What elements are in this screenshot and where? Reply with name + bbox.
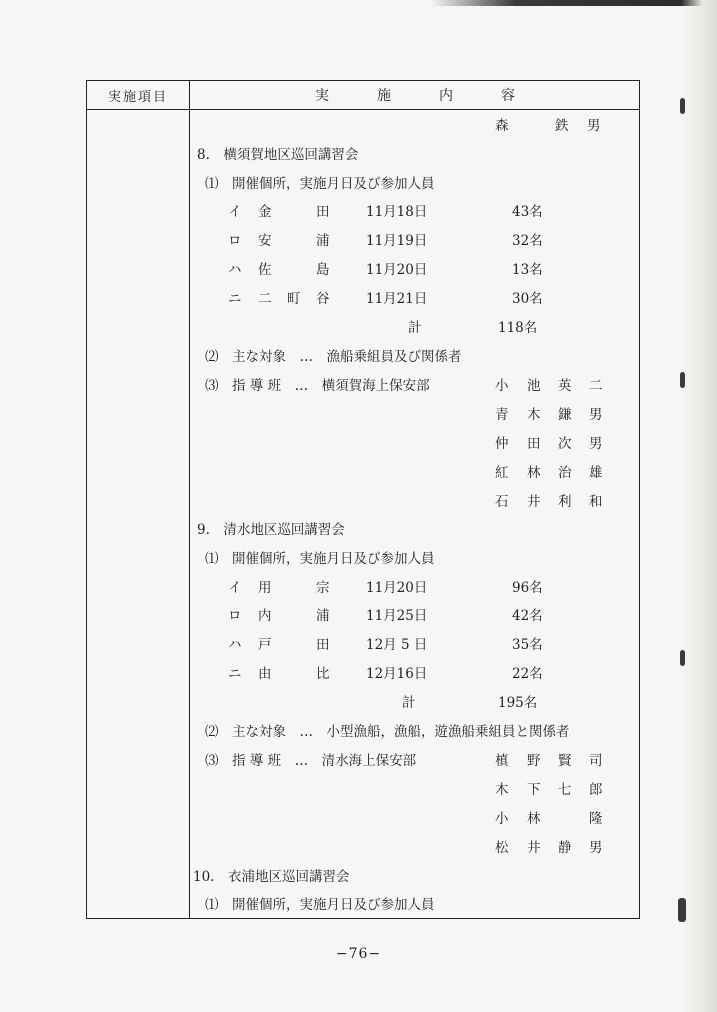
- binder-hole: [680, 650, 685, 666]
- header-char: 施: [377, 88, 391, 104]
- section-title: 10. 衣浦地区巡回講習会: [193, 869, 350, 885]
- subheading-instructors: ⑶ 指 導 班 … 清水海上保安部: [205, 753, 417, 769]
- header-content-column: [190, 81, 640, 109]
- section-title: 8. 横須賀地区巡回講習会: [197, 147, 359, 163]
- header-item-column: 実施項目: [107, 89, 168, 105]
- header-char: 実: [315, 88, 329, 104]
- scan-shadow-right: [681, 0, 717, 1012]
- subheading-target: ⑵ 主な対象 … 漁船乗組員及び関係者: [205, 349, 462, 365]
- section-title: 9. 清水地区巡回講習会: [197, 522, 345, 538]
- subheading-venues: ⑴ 開催個所，実施月日及び参加人員: [205, 897, 435, 913]
- subheading-instructors: ⑶ 指 導 班 … 横須賀海上保安部: [205, 378, 430, 394]
- scan-shadow-top: [430, 0, 717, 6]
- header-char: 内: [439, 88, 453, 104]
- binder-hole: [680, 98, 685, 114]
- subheading-venues: ⑴ 開催個所，実施月日及び参加人員: [205, 176, 435, 192]
- document-table: [86, 80, 640, 919]
- binder-hole: [678, 898, 686, 922]
- binder-hole: [680, 372, 685, 388]
- subheading-target: ⑵ 主な対象 … 小型漁船，漁船，遊漁船乗組員と関係者: [205, 724, 570, 740]
- header-divider: [87, 109, 639, 110]
- column-divider: [189, 81, 190, 918]
- header-char: 容: [501, 88, 515, 104]
- page-number: −76−: [335, 946, 382, 962]
- subheading-venues: ⑴ 開催個所，実施月日及び参加人員: [205, 551, 435, 567]
